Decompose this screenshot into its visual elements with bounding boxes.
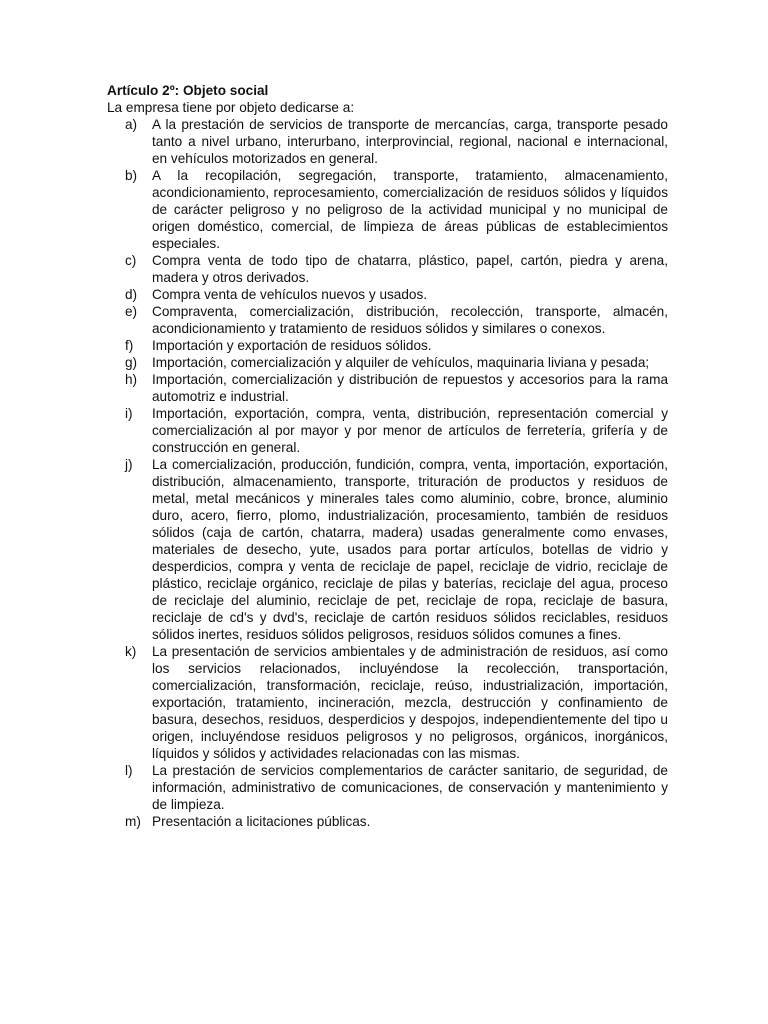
list-item <box>107 762 668 813</box>
list-item-text: Importación, exportación, compra, venta, distribución, representación comercial y comercialización al por mayor y por menor de artículos de ferretería, grifería y de construcción en general. <box>152 406 668 455</box>
list-item <box>107 303 668 337</box>
list-item-text: La prestación de servicios complementarios de carácter sanitario, de seguridad, de información, administrativo de comunicaciones, de conservación y mantenimiento y de limpieza. <box>152 763 668 812</box>
list-marker: f) <box>125 338 134 353</box>
list-marker: b) <box>125 168 138 183</box>
list-marker: m) <box>125 814 141 829</box>
list-item <box>107 286 668 303</box>
list-item-text: A la recopilación, segregación, transporte, tratamiento, almacenamiento, acondicionamiento, reprocesamiento, comercialización de residuos sólidos y líquidos de carácter peligroso y no peligroso de la actividad municipal y no municipal de origen doméstico, comercial, de limpieza de áreas públicas de establecimientos especiales. <box>152 168 668 251</box>
list-item-text: Compra venta de todo tipo de chatarra, plástico, papel, cartón, piedra y arena, madera y otros derivados. <box>152 253 668 285</box>
list-item <box>107 405 668 456</box>
list-item-text: Importación, comercialización y alquiler de vehículos, maquinaria liviana y pesada; <box>152 355 650 370</box>
list-item <box>107 116 668 167</box>
list-item-text: La presentación de servicios ambientales y de administración de residuos, así como los servicios relacionados, incluyéndose la recolección, transportación, comercialización, transformación, reciclaje, reúso, industrialización, importación, exportación, tratamiento, incineración, mezcla, destrucción y confinamiento de basura, desechos, residuos, desperdicios y despojos, independientemente del tipo u origen, incluyéndose residuos peligrosos y no peligrosos, orgánicos, inorgánicos, líquidos y sólidos y actividades relacionadas con las mismas. <box>152 644 668 761</box>
article-intro: La empresa tiene por objeto dedicarse a: <box>107 100 355 115</box>
list-item <box>107 371 668 405</box>
list-item <box>107 456 668 643</box>
list-marker: g) <box>125 355 138 370</box>
article-heading: Artículo 2º: Objeto social <box>107 83 269 98</box>
list-item <box>107 252 668 286</box>
list-item-text: La comercialización, producción, fundición, compra, venta, importación, exportación, distribución, almacenamiento, transporte, trituración de productos y residuos de metal, metal mecánicos y minerales tales como aluminio, cobre, bronce, aluminio duro, acero, fierro, plomo, industrialización, procesamiento, también de residuos sólidos (caja de cartón, chatarra, madera) usadas generalmente como envases, materiales de desecho, yute, usados para portar artículos, botellas de vidrio y desperdicios, compra y venta de reciclaje de papel, reciclaje de vidrio, reciclaje de plástico, reciclaje orgánico, reciclaje de pilas y baterías, reciclaje del agua, proceso de reciclaje del aluminio, reciclaje de pet, reciclaje de ropa, reciclaje de basura, reciclaje de cd's y dvd's, reciclaje de cartón residuos sólidos reciclables, residuos sólidos inertes, residuos sólidos peligrosos, residuos sólidos comunes a fines. <box>152 457 668 642</box>
list-marker: l) <box>125 763 133 778</box>
list-item <box>107 337 668 354</box>
list-item <box>107 167 668 252</box>
list-item-text: A la prestación de servicios de transporte de mercancías, carga, transporte pesado tanto a nivel urbano, interurbano, interprovincial, regional, nacional e internacional, en vehículos motorizados en general. <box>152 117 668 166</box>
list-marker: c) <box>125 253 137 268</box>
list-item <box>107 643 668 762</box>
list-item <box>107 813 668 830</box>
list-item-text: Presentación a licitaciones públicas. <box>152 814 371 829</box>
list-item-text: Importación, comercialización y distribución de repuestos y accesorios para la rama automotriz e industrial. <box>152 372 668 404</box>
objects-list <box>107 116 668 830</box>
list-marker: j) <box>125 457 133 472</box>
list-marker: d) <box>125 287 138 302</box>
list-item-text: Compraventa, comercialización, distribución, recolección, transporte, almacén, acondicionamiento y tratamiento de residuos sólidos y similares o conexos. <box>152 304 668 336</box>
list-marker: a) <box>125 117 138 132</box>
list-item <box>107 354 668 371</box>
list-item-text: Compra venta de vehículos nuevos y usados. <box>152 287 428 302</box>
list-marker: i) <box>125 406 133 421</box>
list-item-text: Importación y exportación de residuos sólidos. <box>152 338 432 353</box>
list-marker: k) <box>125 644 137 659</box>
list-marker: h) <box>125 372 138 387</box>
list-marker: e) <box>125 304 138 319</box>
